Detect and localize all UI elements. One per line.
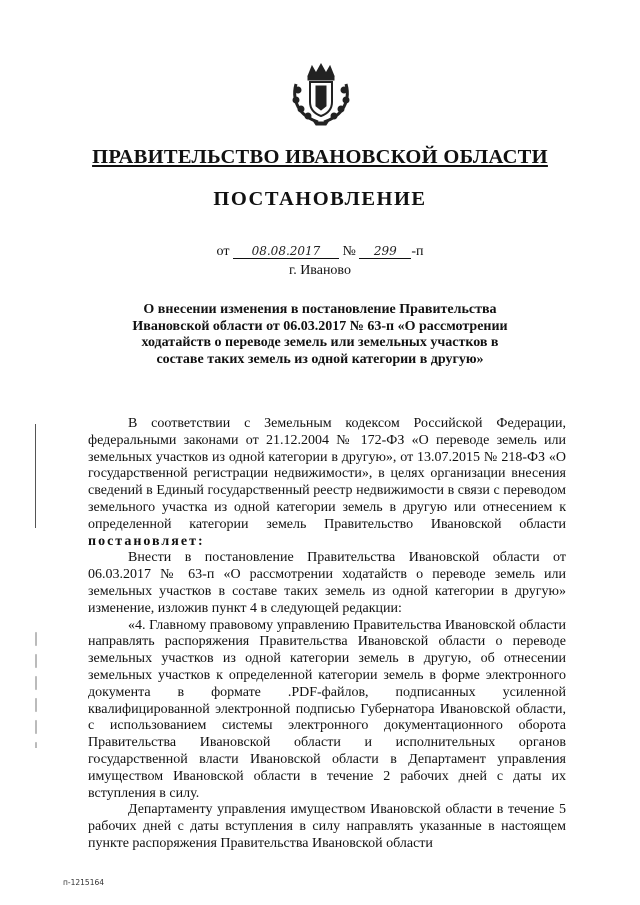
coat-of-arms-graphic [290,62,352,126]
margin-line [35,424,36,528]
document-type: ПОСТАНОВЛЕНИЕ [213,188,427,210]
preamble-text: В соответствии с Земельным кодексом Российской Федерации, федеральными законами от 21.12.2004 № 172-ФЗ «О переводе земель или земельных участков из одной категории в другую», от 13.07.2015 № 218-ФЗ «О государственной регистрации недвижимости», в целях организации внесения сведений в Единый государственный реестр недвижимости в связи с переводом земельного участка из одной категории земель в другую или отнесением к определенной категории земель Правительство Ивановской области [88,416,566,532]
resolves-word: постановляет: [88,533,205,549]
paragraph-preamble [88,416,566,550]
footer-code: п-1215164 [63,878,105,887]
organization-title: ПРАВИТЕЛЬСТВО ИВАНОВСКОЙ ОБЛАСТИ [92,146,548,168]
document-number: 299 [359,244,411,259]
document-subject: О внесении изменения в постановление Правительства Ивановской области от 06.03.2017 № 63-п «О рассмотрении ходатайств о переводе земель или земельных участков в составе таких земель из одной категории в другую» [132,302,508,367]
document-date: 08.08.2017 [233,244,339,259]
coat-of-arms-icon [290,62,352,126]
number-prefix: № [342,244,356,259]
paragraph-amendment: Внести в постановление Правительства Ивановской области от 06.03.2017 № 63-п «О рассмотрении ходатайств о переводе земель или земельных участков в составе таких земель из одной категории в другую» изменение, изложив пункт 4 в следующей редакции: [88,550,566,616]
paragraph-department: Департаменту управления имуществом Ивановской области в течение 5 рабочих дней с даты вступления в силу направлять указанные в настоящем пункте распоряжения Правительства Ивановской области [88,802,566,851]
document-body [88,416,566,853]
margin-dots [35,628,37,748]
paragraph-item-4: «4. Главному правовому управлению Правительства Ивановской области направлять распоряжения Правительства Ивановской области о переводе земельных участков из одной категории земель в другую, об отнесении земельных участков к определенной категории земель в форме электронного документа в формате .PDF-файлов, подписанных усиленной квалифицированной электронной подписью Губернатора Ивановской области, с использованием системы электронного документационного оборота Правительства Ивановской области и исполнительных органов государственной власти Ивановской области в Департамент управления имуществом Ивановской области в течение 2 рабочих дней с даты их вступления в силу. [88,617,566,801]
date-prefix: от [216,244,230,259]
number-suffix: -п [411,244,424,259]
date-number-line [0,244,640,260]
city: г. Иваново [289,263,351,278]
